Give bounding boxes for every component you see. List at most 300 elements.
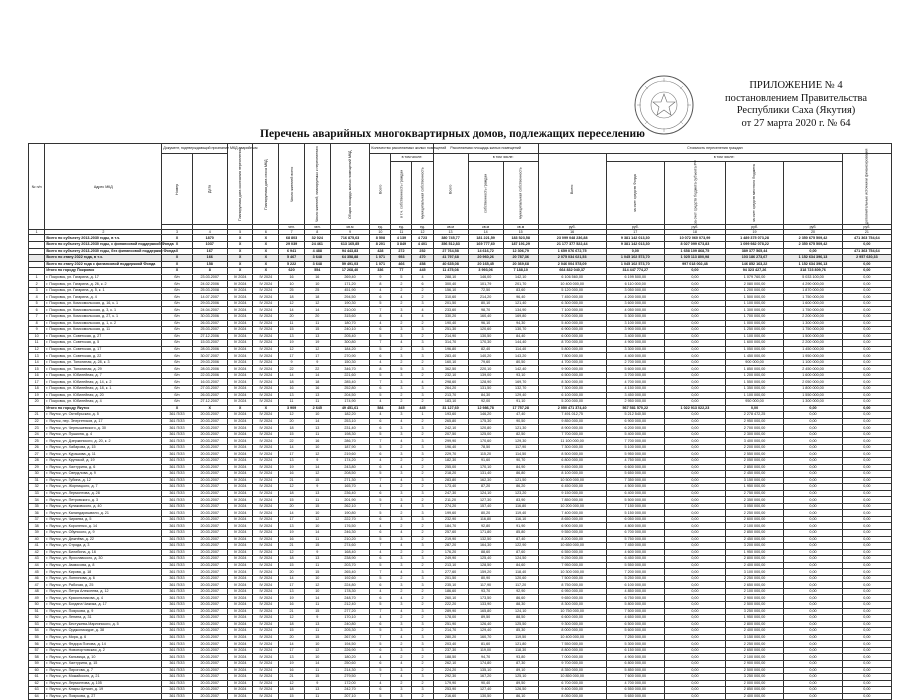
table-cell: 6 000 000,00 <box>538 333 606 340</box>
table-cell: 214,70 <box>433 628 468 635</box>
table-cell: б/н <box>162 313 192 320</box>
table-cell: 119,40 <box>503 510 538 517</box>
table-cell: 83,90 <box>503 497 538 504</box>
table-cell: 224,80 <box>330 582 370 589</box>
table-cell: 169,80 <box>503 313 538 320</box>
table-cell: 61 <box>29 674 45 681</box>
table-cell: 23 099 048 236,88 <box>538 235 606 242</box>
table-cell: 20.03.2007 <box>192 582 227 589</box>
table-cell: 120,80 <box>468 425 503 432</box>
table-cell: 5 <box>370 372 391 379</box>
table-cell: 20.03.2007 <box>192 412 227 419</box>
table-cell: 5 600 000,00 <box>606 628 664 635</box>
table-cell: 997 018 002,48 <box>665 261 726 268</box>
table-cell: 0,00 <box>842 379 891 386</box>
table-cell: 0,00 <box>665 602 726 609</box>
table-cell: 31 127,60 <box>433 405 468 412</box>
address-cell: г. Якутск, ул. Ойунского, д. 9 <box>45 530 162 537</box>
table-cell: 0,00 <box>784 569 842 576</box>
table-cell: 0,00 <box>665 484 726 491</box>
table-cell: 2 <box>412 471 433 478</box>
table-cell: IV 2024 <box>227 556 253 563</box>
table-cell: 3 <box>29 287 45 294</box>
header-cell: Всего <box>433 154 468 225</box>
table-cell: IV 2024 <box>227 444 253 451</box>
table-cell: 20.03.2007 <box>192 621 227 628</box>
table-cell: 28.03.2006 <box>192 366 227 373</box>
address-cell: Всего по субъекту 2013-2030 годы, с финансовой поддержкой Фонда <box>46 242 174 247</box>
address-cell: г. Покровск, ул. Советская, д. 5 <box>45 340 162 347</box>
table-cell: 16 <box>304 274 330 281</box>
table-cell: 2 <box>391 575 412 582</box>
table-cell: 156,10 <box>433 287 468 294</box>
table-cell: 0,00 <box>784 647 842 654</box>
table-cell: 3 100 000,00 <box>606 320 664 327</box>
table-cell: 3 993,06 <box>468 268 503 275</box>
table-cell: 17 <box>279 647 305 654</box>
address-cell: г. Якутск, ул. Петра Алексеева, д. 12 <box>45 588 162 595</box>
table-cell: 96,40 <box>503 294 538 301</box>
table-cell: 12 <box>304 451 330 458</box>
table-cell: 5 <box>370 693 391 700</box>
table-cell: 361 П/ЗЗ <box>162 425 192 432</box>
table-cell: 6 <box>370 582 391 589</box>
table-cell: б/н <box>162 300 192 307</box>
table-cell: 124,10 <box>468 490 503 497</box>
table-cell: б/н <box>162 274 192 281</box>
address-cell: г. Якутск, ул. Хабарова, д. 15 <box>45 444 162 451</box>
table-cell: IV 2024 <box>227 667 253 674</box>
table-cell: 8 650 000,00 <box>538 516 606 523</box>
table-cell: 361 П/ЗЗ <box>162 444 192 451</box>
table-cell: 0,00 <box>665 307 726 314</box>
table-cell: 8 <box>29 320 45 327</box>
table-cell: 15.03.2007 <box>192 340 227 347</box>
column-number-cell: 3 <box>162 230 192 235</box>
table-cell: 3 250 000,00 <box>725 674 783 681</box>
table-cell: 7 500 000,00 <box>606 608 664 615</box>
table-cell: 222,70 <box>330 516 370 523</box>
table-cell: IV 2024 <box>253 556 279 563</box>
column-number-cell: 1 <box>29 230 45 235</box>
table-cell: 57 <box>29 647 45 654</box>
table-cell: 17 <box>279 451 305 458</box>
table-cell: 3 600 000,00 <box>606 300 664 307</box>
table-cell: 0,00 <box>842 634 891 641</box>
table-cell: 3 <box>391 516 412 523</box>
table-cell: 8 <box>370 366 391 373</box>
table-cell: 2 <box>412 549 433 556</box>
table-cell: 3 <box>412 543 433 550</box>
table-cell: 5 500 000,00 <box>606 497 664 504</box>
table-cell: 6 <box>412 281 433 288</box>
table-cell: 4 <box>370 680 391 687</box>
table-cell: 20 787,36 <box>503 255 538 262</box>
table-cell: 5 <box>370 346 391 353</box>
table-cell: X <box>227 255 253 262</box>
table-cell: 20.03.2007 <box>192 602 227 609</box>
table-cell: 2 250 000,00 <box>725 641 783 648</box>
table-cell: 166 <box>192 255 227 262</box>
table-cell: X <box>253 255 279 262</box>
table-cell: 6 941 <box>279 248 305 255</box>
table-cell: 12 <box>304 647 330 654</box>
table-cell: 10 <box>304 588 330 595</box>
table-cell: 125,00 <box>468 431 503 438</box>
table-cell: 4 <box>391 464 412 471</box>
table-cell: 0,00 <box>665 320 726 327</box>
table-cell: 0,00 <box>665 575 726 582</box>
table-cell: 2 500 000,00 <box>725 667 783 674</box>
table-cell: IV 2024 <box>253 287 279 294</box>
table-cell: 211,20 <box>433 497 468 504</box>
table-cell: 36 <box>29 510 45 517</box>
table-cell: 4 <box>391 543 412 550</box>
table-cell: 12 <box>304 471 330 478</box>
column-number-cell: 17 <box>606 230 664 235</box>
table-cell: 7 100 000,00 <box>538 307 606 314</box>
table-cell: 2 050 000,00 <box>725 458 783 465</box>
address-cell: г. Якутск, ул. Октябрьская, д. 5 <box>45 412 162 419</box>
table-cell: 4 700 000,00 <box>606 680 664 687</box>
table-cell: X <box>162 241 192 248</box>
table-cell: 5 <box>29 300 45 307</box>
table-cell: 253,90 <box>433 687 468 694</box>
table-cell: 6 200 000,00 <box>606 425 664 432</box>
table-cell: 84,60 <box>503 562 538 569</box>
table-cell: 180,70 <box>330 320 370 327</box>
table-cell: 4 150 000,00 <box>606 385 664 392</box>
table-cell: 117,20 <box>503 582 538 589</box>
table-cell: 361 П/ЗЗ <box>162 458 192 465</box>
table-cell: 2 200 000,00 <box>725 444 783 451</box>
table-cell: 3 150 000,00 <box>725 634 783 641</box>
table-cell: 5 <box>370 333 391 340</box>
table-cell: 91,60 <box>468 458 503 465</box>
table-cell: 1 <box>29 274 45 281</box>
table-cell: 0,00 <box>784 615 842 622</box>
table-cell: 7 <box>370 634 391 641</box>
table-cell: 1 500 000,00 <box>725 294 783 301</box>
table-cell: 8 300 000,00 <box>538 379 606 386</box>
table-cell: 5 950 000,00 <box>606 451 664 458</box>
table-cell: 5 <box>370 602 391 609</box>
table-cell: 3 <box>391 562 412 569</box>
table-cell: 85,80 <box>503 530 538 537</box>
table-cell: 0,00 <box>842 300 891 307</box>
table-cell: 60 <box>29 667 45 674</box>
table-cell: 10 300 000,00 <box>538 569 606 576</box>
table-cell: 242,10 <box>433 425 468 432</box>
table-cell: IV 2024 <box>227 327 253 334</box>
table-cell: 85,30 <box>503 628 538 635</box>
table-cell: 3 <box>412 346 433 353</box>
table-cell: 3 <box>391 431 412 438</box>
address-cell: Итого по городу Покровск <box>45 268 162 275</box>
appendix-line: ПРИЛОЖЕНИЕ № 4 <box>749 80 843 91</box>
table-cell: 17 <box>279 516 305 523</box>
table-cell: 0,00 <box>665 431 726 438</box>
table-cell: 3 <box>412 444 433 451</box>
table-cell: 2 <box>412 562 433 569</box>
table-cell: 1 600 000,00 <box>725 340 783 347</box>
table-cell: 5 550 000,00 <box>606 562 664 569</box>
table-cell: 92,00 <box>468 399 503 406</box>
table-cell: 3 <box>391 490 412 497</box>
table-cell: 78,50 <box>468 444 503 451</box>
table-cell: 361 П/ЗЗ <box>162 510 192 517</box>
table-cell: 5 120 000,00 <box>538 287 606 294</box>
table-cell: 9 <box>304 549 330 556</box>
table-cell: 8 300 000,00 <box>538 602 606 609</box>
table-cell: 10 500 000,00 <box>538 477 606 484</box>
table-cell: 23.03.2007 <box>192 274 227 281</box>
table-cell: IV 2024 <box>227 431 253 438</box>
table-cell: IV 2024 <box>253 647 279 654</box>
table-cell: 14 <box>304 530 330 537</box>
table-cell: 11 <box>279 320 305 327</box>
table-cell: 7 300 000,00 <box>538 385 606 392</box>
table-cell: 1 <box>412 412 433 419</box>
table-cell: 361 П/ЗЗ <box>162 516 192 523</box>
table-cell: 0,00 <box>842 588 891 595</box>
table-cell: 0,00 <box>665 300 726 307</box>
table-cell: 0,00 <box>665 346 726 353</box>
table-cell: 84,40 <box>503 333 538 340</box>
table-cell: 232,90 <box>433 516 468 523</box>
table-cell: 9 900 000,00 <box>538 366 606 373</box>
table-cell: IV 2024 <box>253 438 279 445</box>
table-cell: 6 <box>370 595 391 602</box>
table-cell: 0,00 <box>784 621 842 628</box>
unit-cell: ед. <box>391 225 412 230</box>
table-cell: IV 2024 <box>227 274 253 281</box>
address-cell: г. Покровск, ул. Комсомольская, д. 11 <box>45 327 162 334</box>
table-cell: 12 <box>279 300 305 307</box>
table-cell: X <box>253 405 279 412</box>
unit-cell: руб. <box>725 225 783 230</box>
table-cell: IV 2024 <box>253 608 279 615</box>
table-cell: 1 658 109 868,75 <box>665 248 726 255</box>
table-cell: IV 2024 <box>227 484 253 491</box>
table-cell: 9 200 000,00 <box>538 313 606 320</box>
table-cell: 88,30 <box>503 602 538 609</box>
table-cell: 252,80 <box>330 385 370 392</box>
table-cell: 2 450 000,00 <box>725 536 783 543</box>
table-cell: 3 <box>391 667 412 674</box>
table-cell: 20.03.2007 <box>192 680 227 687</box>
table-cell: 0,00 <box>665 536 726 543</box>
table-cell: IV 2024 <box>253 444 279 451</box>
table-cell: 0,00 <box>842 674 891 681</box>
table-cell: 6 110 000,00 <box>606 281 664 288</box>
table-cell: 0,00 <box>842 399 891 406</box>
table-cell: 2 957 630,33 <box>842 255 891 262</box>
table-cell: 5 <box>370 300 391 307</box>
table-cell: 5 250 000,00 <box>606 575 664 582</box>
table-cell: 173,40 <box>433 484 468 491</box>
table-cell: 11 <box>304 693 330 700</box>
table-cell: 1 025 113 800,98 <box>665 255 726 262</box>
table-cell: 159,20 <box>468 569 503 576</box>
table-cell: 120,60 <box>468 327 503 334</box>
table-cell: 0,00 <box>665 412 726 419</box>
table-cell: 212,40 <box>330 602 370 609</box>
table-cell: 0,00 <box>784 451 842 458</box>
table-cell: 0,00 <box>665 333 726 340</box>
table-cell: 8 000 000,00 <box>538 628 606 635</box>
table-cell: 0,00 <box>665 458 726 465</box>
column-number-cell: 18 <box>665 230 726 235</box>
address-cell: Всего по этапу 2022 года с финансовой поддержкой Фонда <box>45 261 162 268</box>
table-cell: IV 2024 <box>227 307 253 314</box>
table-cell: 4 <box>29 294 45 301</box>
table-cell: 5 300 000,00 <box>606 313 664 320</box>
table-cell: 3 <box>412 608 433 615</box>
table-cell: IV 2024 <box>253 392 279 399</box>
table-cell: 0,00 <box>665 556 726 563</box>
table-cell: 4 <box>370 412 391 419</box>
address-cell: г. Якутск, ул. Жорницкого, д. 7 <box>45 484 162 491</box>
table-cell: 0,00 <box>784 418 842 425</box>
table-cell: 0,00 <box>665 680 726 687</box>
table-cell: б/н <box>162 327 192 334</box>
table-cell: 2 <box>391 523 412 530</box>
table-cell: 13 <box>279 333 305 340</box>
table-cell: 0,00 <box>842 582 891 589</box>
table-cell: 613 165,85 <box>330 241 370 248</box>
table-cell: 3 <box>391 307 412 314</box>
address-cell: г. Якутск, ул. Пушкина, д. 4 <box>45 431 162 438</box>
table-cell: 157,40 <box>468 503 503 510</box>
table-cell: 4 <box>370 320 391 327</box>
table-cell: 187 191,29 <box>503 241 538 248</box>
table-cell: 361 П/ЗЗ <box>162 641 192 648</box>
table-cell: 5 150 000,00 <box>606 510 664 517</box>
table-cell: 361 П/ЗЗ <box>162 484 192 491</box>
table-cell: IV 2024 <box>253 340 279 347</box>
table-cell: 4 <box>391 660 412 667</box>
table-cell: 274,20 <box>433 503 468 510</box>
table-cell: 1 022 913 022,23 <box>665 405 726 412</box>
table-cell: 162,30 <box>468 477 503 484</box>
address-cell: г. Якутск, ул. Лермонтова, д. 105 <box>45 680 162 687</box>
header-cell: за счет средств бюджета субъекта РФ <box>665 162 726 225</box>
table-cell: 219,90 <box>433 536 468 543</box>
table-cell: 20.03.2007 <box>192 451 227 458</box>
table-cell: 8 <box>192 268 227 275</box>
table-cell: 7 <box>370 608 391 615</box>
table-cell: 142,10 <box>503 274 538 281</box>
table-cell: 2 800 000,00 <box>725 556 783 563</box>
table-cell: IV 2024 <box>253 307 279 314</box>
table-cell: 15 <box>304 608 330 615</box>
table-cell: 4 <box>391 418 412 425</box>
table-cell: 24.02.2006 <box>192 281 227 288</box>
table-cell: 214,90 <box>433 333 468 340</box>
table-cell: 126,40 <box>468 621 503 628</box>
table-cell: 19 <box>279 660 305 667</box>
table-cell: 0,00 <box>842 628 891 635</box>
table-cell: 0,00 <box>665 634 726 641</box>
table-cell: 171,20 <box>330 281 370 288</box>
table-cell: IV 2024 <box>253 588 279 595</box>
table-cell: б/н <box>162 340 192 347</box>
table-cell: 5 <box>370 575 391 582</box>
table-cell: 286,70 <box>330 438 370 445</box>
table-cell: 4 900 000,00 <box>606 340 664 347</box>
address-cell: Всего по этапу 2022 года, в т.ч. <box>45 255 162 262</box>
table-cell: 231,40 <box>330 425 370 432</box>
table-cell: 12 <box>279 680 305 687</box>
table-cell: 22 <box>279 366 305 373</box>
table-cell: 0,00 <box>665 543 726 550</box>
table-cell: IV 2024 <box>253 431 279 438</box>
table-cell: 20.03.2007 <box>192 490 227 497</box>
table-cell: 5 200 000,00 <box>538 399 606 406</box>
table-cell: 6 <box>370 621 391 628</box>
table-cell: 15 <box>304 327 330 334</box>
table-cell: 5 <box>370 471 391 478</box>
table-cell: IV 2024 <box>227 687 253 694</box>
table-cell: 0,00 <box>842 261 891 268</box>
table-cell: 21 177 377 522,44 <box>538 241 606 248</box>
table-cell: IV 2024 <box>227 313 253 320</box>
table-cell: 24.04.2007 <box>192 307 227 314</box>
table-cell: 94 323 427,26 <box>725 268 783 275</box>
table-cell: 5 850 000,00 <box>606 667 664 674</box>
table-cell: 7 <box>370 340 391 347</box>
table-cell: 247,30 <box>433 490 468 497</box>
table-cell: 361 П/ЗЗ <box>162 490 192 497</box>
table-cell: 3 100 000,00 <box>725 569 783 576</box>
table-cell: 188,50 <box>433 654 468 661</box>
table-cell: IV 2024 <box>227 562 253 569</box>
address-cell: г. Якутск, ул. Крупской, д. 19 <box>45 458 162 465</box>
table-cell: IV 2024 <box>227 471 253 478</box>
table-cell: 2 <box>412 595 433 602</box>
table-cell: 0,00 <box>665 667 726 674</box>
table-cell: 0,00 <box>784 628 842 635</box>
table-cell: IV 2024 <box>227 366 253 373</box>
table-cell: 118,40 <box>503 569 538 576</box>
table-cell: IV 2024 <box>253 582 279 589</box>
table-cell: 18 <box>279 687 305 694</box>
table-cell: 27 <box>29 451 45 458</box>
table-cell: 40 <box>29 536 45 543</box>
table-cell: 0,00 <box>784 687 842 694</box>
table-cell: 49 451,61 <box>330 405 370 412</box>
table-cell: 20.03.2007 <box>192 687 227 694</box>
table-cell: 1 950 000,00 <box>725 549 783 556</box>
table-cell: IV 2024 <box>227 392 253 399</box>
table-cell: 0,00 <box>784 510 842 517</box>
column-number-cell: 12 <box>412 230 433 235</box>
table-cell: IV 2024 <box>227 379 253 386</box>
table-cell: 950 000,00 <box>725 399 783 406</box>
table-cell: 584 <box>370 405 391 412</box>
appendix-line: постановлением Правительства <box>724 92 867 104</box>
table-cell: 20 <box>29 399 45 406</box>
table-cell: 0,00 <box>784 516 842 523</box>
address-cell: г. Покровск, ул. Советская, д. 27 <box>45 333 162 340</box>
table-cell: 64 358,88 <box>330 255 370 262</box>
table-cell: 3 700 000,00 <box>606 372 664 379</box>
table-cell: 0,00 <box>784 431 842 438</box>
table-cell: 210,00 <box>330 307 370 314</box>
table-cell: 10 <box>304 641 330 648</box>
header-cell: Планируемая дата окончания переселения <box>227 144 253 225</box>
